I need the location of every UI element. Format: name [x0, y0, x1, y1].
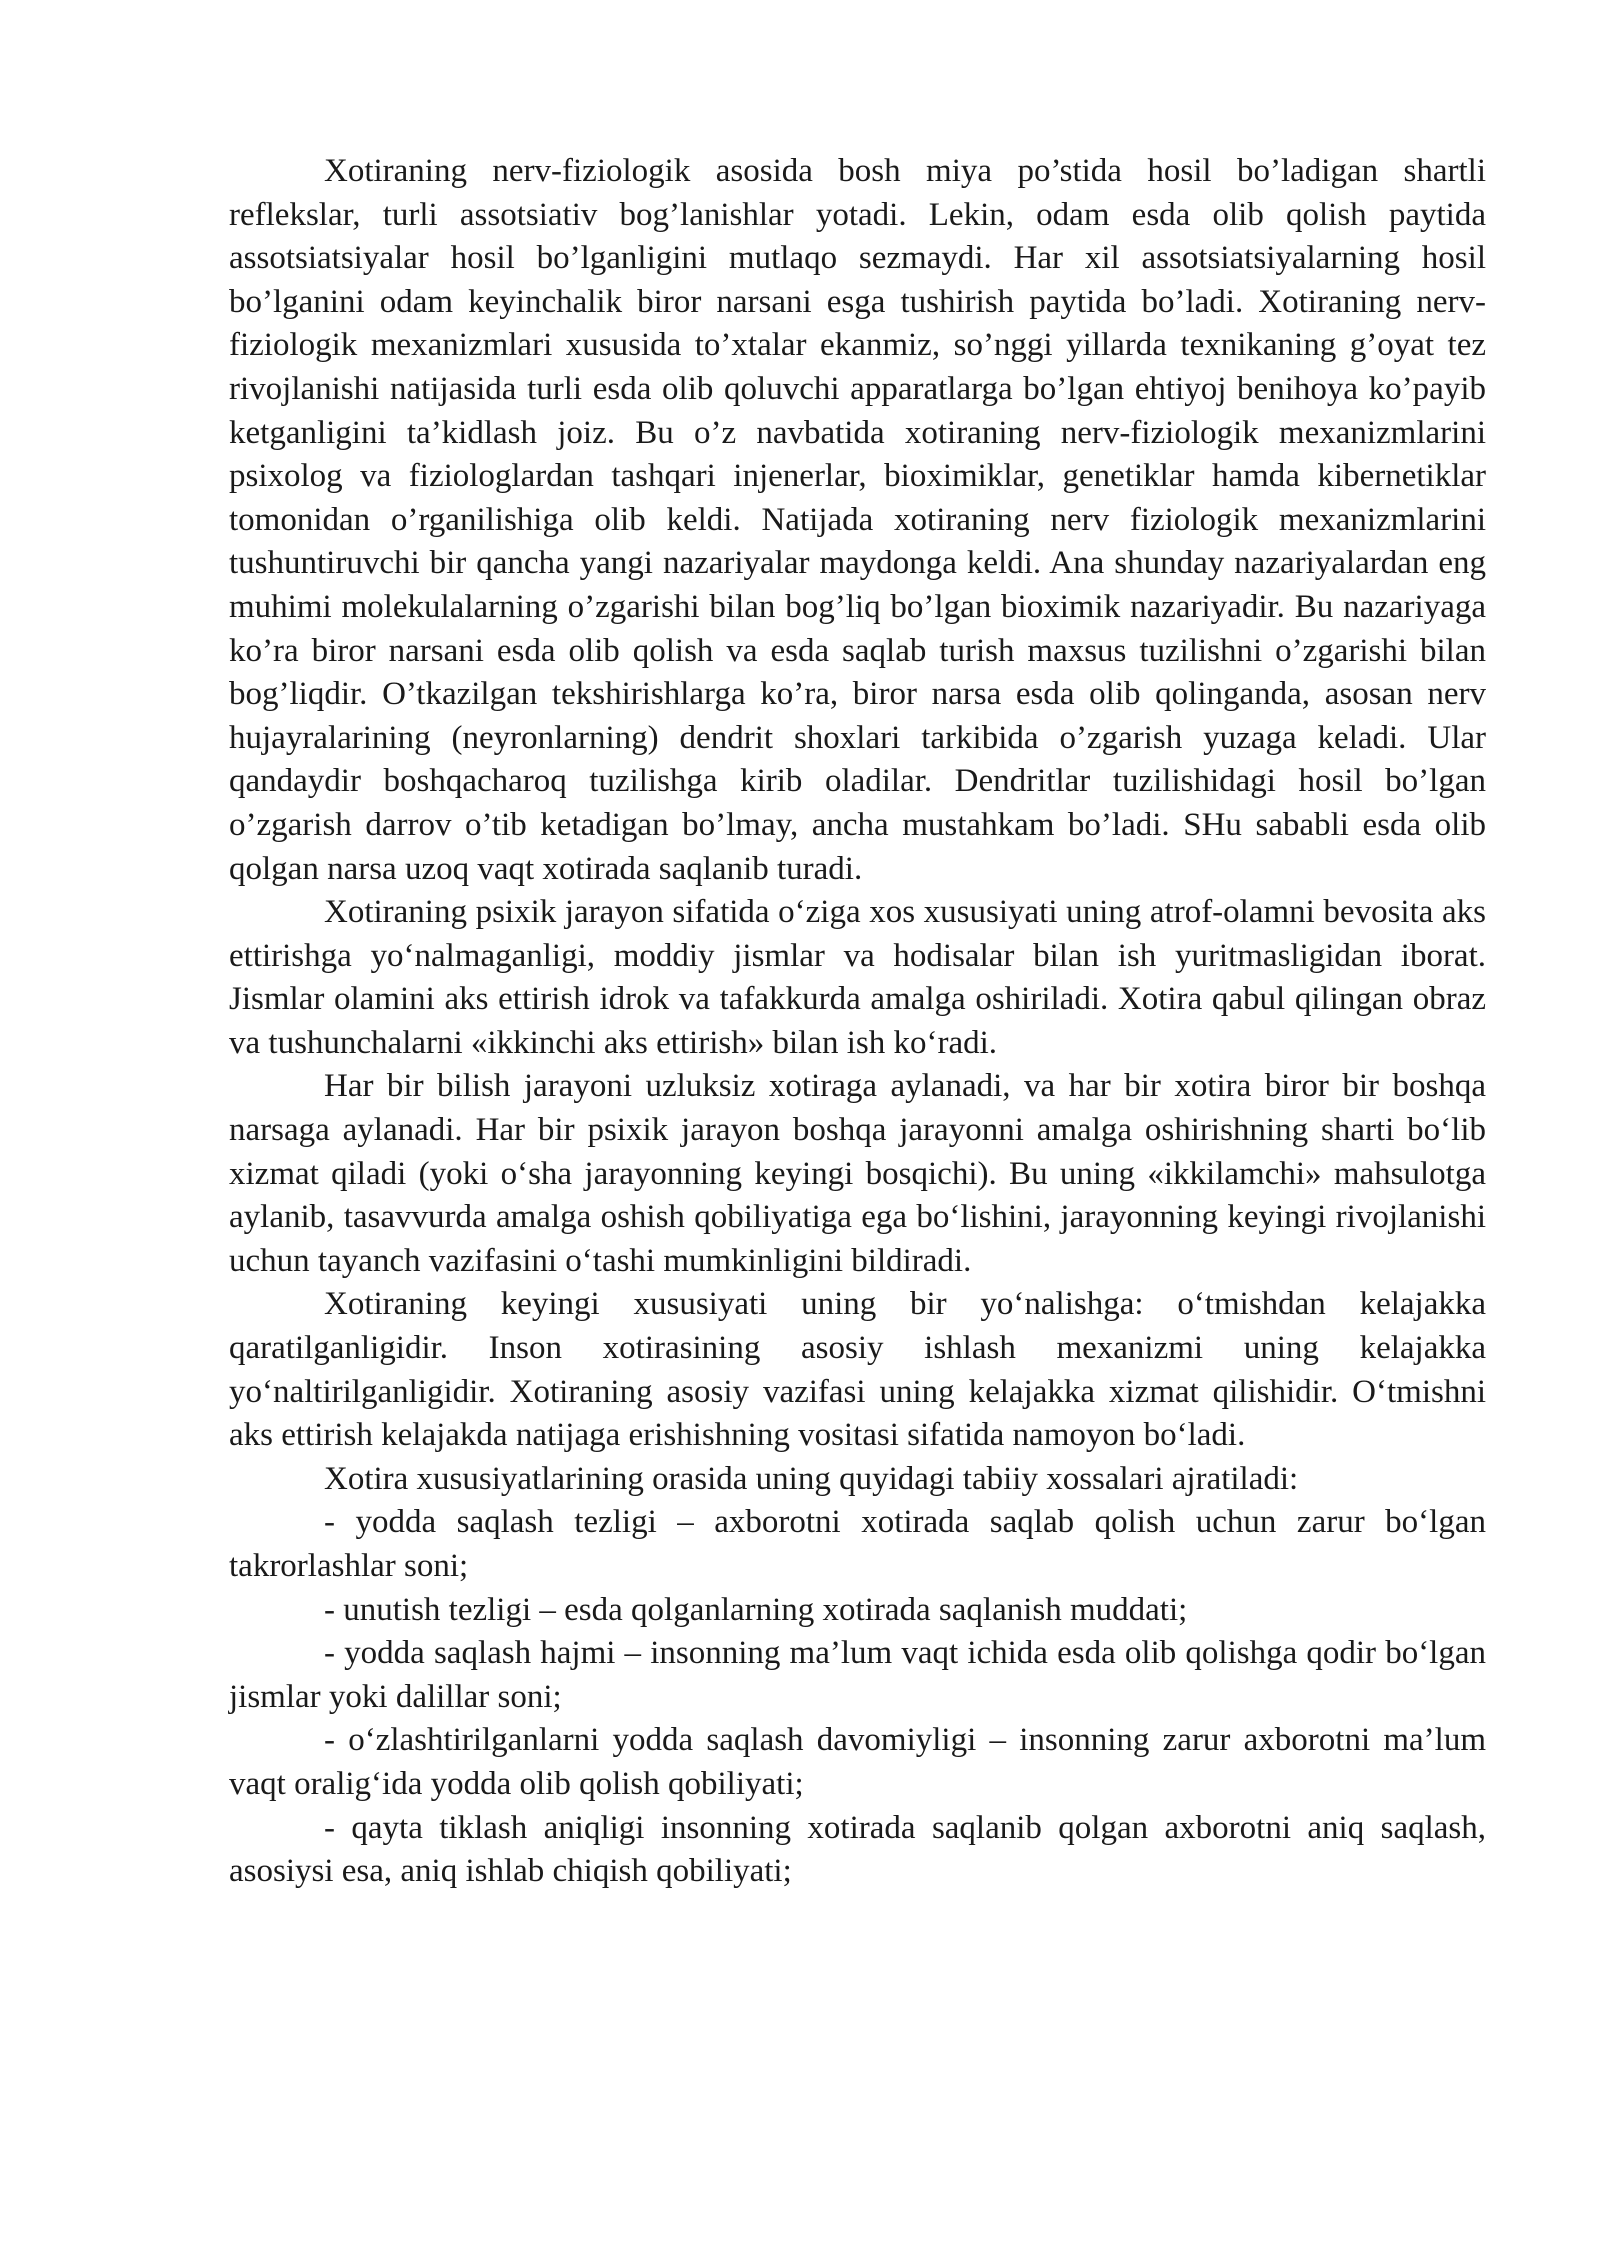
paragraph-natural-properties-intro: Xotira xususiyatlarining orasida uning quyidagi tabiiy xossalari ajratiladi:	[324, 1460, 1299, 1497]
list-item-forgetting-speed: - unutish tezligi – esda qolganlarning xotirada saqlanish muddati;	[324, 1591, 1188, 1628]
list-item-recall-accuracy: - qayta tiklash aniqligi insonning xotirada saqlanib qolgan axborotni aniq saqlash, asosiysi esa, aniq ishlab chiqish qobiliyati;	[229, 1809, 1486, 1890]
list-item-memory-volume: - yodda saqlash hajmi – insonning ma’lum vaqt ichida esda olib qolishga qodir bo‘lgan jismlar yoki dalillar soni;	[229, 1635, 1486, 1715]
paragraph-memory-specific-property: Xotiraning psixik jarayon sifatida o‘ziga xos xususiyati uning atrof-olamni bevosita aks ettirishga yo‘nalmaganligi, moddiy jismlar va hodisalar bilan ish yuritmasligidan iborat. Jismlar olamini aks ettirish idrok va tafakkurda amalga oshiriladi. Xotira qabul qilingan obraz va tushunchalarni «ikkinchi aks ettirish» bilan ish ko‘radi.	[229, 894, 1486, 1061]
paragraph-neurophysiology: Xotiraning nerv-fiziologik asosida bosh miya po’stida hosil bo’ladigan shartli reflekslar, turli assotsiativ bog’lanishlar yotadi. Lekin, odam esda olib qolish paytida assotsiatsiyalar hosil bo’lganligini mutlaqo sezmaydi. Har xil assotsiatsiyalarning hosil bo’lganini odam keyinchalik biror narsani esga tushirish paytida bo’ladi. Xotiraning nerv-fiziologik mexanizmlari xususida to’xtalar ekanmiz, so’nggi yillarda texnikaning g’oyat tez rivojlanishi natijasida turli esda olib qoluvchi apparatlarga bo’lgan ehtiyoj benihoya ko’payib ketganligini ta’kidlash joiz. Bu o’z navbatida xotiraning nerv-fiziologik mexanizmlarini psixolog va fiziologlardan tashqari injenerlar, bioximiklar, genetiklar hamda kibernetiklar tomonidan o’rganilishiga olib keldi. Natijada xotiraning nerv fiziologik mexanizmlarini tushuntiruvchi bir qancha yangi nazariyalar maydonga keldi. Ana shunday nazariyalardan eng muhimi molekulalarning o’zgarishi bilan bog’liq bo’lgan bioximik nazariyadir. Bu nazariyaga ko’ra biror narsani esda olib qolish va esda saqlab turish maxsus tuzilishni o’zgarishi bilan bog’liqdir. O’tkazilgan tekshirishlarga ko’ra, biror narsa esda olib qolinganda, asosan nerv hujayralarining (neyronlarning) dendrit shoxlari tarkibida o’zgarish yuzaga keladi. Ular qandaydir boshqacharoq tuzilishga kirib oladilar. Dendritlar tuzilishidagi hosil bo’lgan o’zgarish darrov o’tib ketadigan bo’lmay, ancha mustahkam bo’ladi. SHu sababli esda olib qolgan narsa uzoq vaqt xotirada saqlanib turadi.	[229, 153, 1486, 887]
paragraph-future-direction: Xotiraning keyingi xususiyati uning bir yo‘nalishga: o‘tmishdan kelajakka qaratilganligidir. Inson xotirasining asosiy ishlash mexanizmi uning kelajakka yo‘naltirilganligidir. Xotiraning asosiy vazifasi uning kelajakka xizmat qilishidir. O‘tmishni aks ettirish kelajakda natijaga erishishning vositasi sifatida namoyon bo‘ladi.	[229, 1286, 1486, 1454]
list-item-retention-duration: - o‘zlashtirilganlarni yodda saqlash davomiyligi – insonning zarur axborotni ma’lum vaqt oralig‘ida yodda olib qolish qobiliyati;	[229, 1722, 1486, 1802]
list-item-memorization-speed: - yodda saqlash tezligi – axborotni xotirada saqlab qolish uchun zarur bo‘lgan takrorlashlar soni;	[229, 1504, 1486, 1584]
document-page	[229, 150, 1486, 1894]
paragraph-cognitive-process: Har bir bilish jarayoni uzluksiz xotiraga aylanadi, va har bir xotira biror bir boshqa narsaga aylanadi. Har bir psixik jarayon boshqa jarayonni amalga oshirishning sharti bo‘lib xizmat qiladi (yoki o‘sha jarayonning keyingi bosqichi). Bu uning «ikkilamchi» mahsulotga aylanib, tasavvurda amalga oshish qobiliyatiga ega bo‘lishini, jarayonning keyingi rivojlanishi uchun tayanch vazifasini o‘tashi mumkinligini bildiradi.	[229, 1068, 1486, 1279]
